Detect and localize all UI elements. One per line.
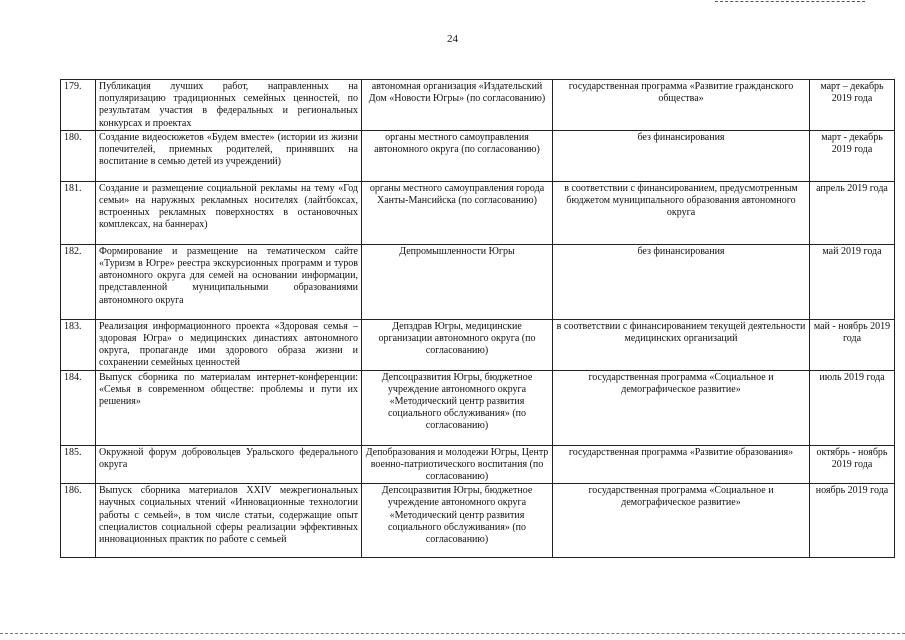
row-number: 180.	[61, 130, 96, 181]
event-cell: Окружной форум добровольцев Уральского федерального округа	[96, 445, 362, 484]
term-cell: май - ноябрь 2019 года	[810, 319, 895, 370]
table-row	[61, 181, 895, 244]
row-number: 184.	[61, 370, 96, 445]
executor-cell: органы местного самоуправления города Ханты-Мансийска (по согласованию)	[362, 181, 553, 244]
term-cell: апрель 2019 года	[810, 181, 895, 244]
financing-cell: государственная программа «Социальное и демографическое развитие»	[553, 370, 810, 445]
term-cell: май 2019 года	[810, 244, 895, 319]
event-cell: Создание видеосюжетов «Будем вместе» (истории из жизни попечителей, приемных родителей, принявших на воспитание в семью детей из учреждений)	[96, 130, 362, 181]
term-cell: июль 2019 года	[810, 370, 895, 445]
table-row	[61, 130, 895, 181]
financing-cell: без финансирования	[553, 130, 810, 181]
term-cell: март - декабрь 2019 года	[810, 130, 895, 181]
row-number: 186.	[61, 484, 96, 558]
event-cell: Выпуск сборника по материалам интернет-конференции: «Семья в современном обществе: проблемы и пути их решения»	[96, 370, 362, 445]
row-number: 183.	[61, 319, 96, 370]
executor-cell: Депздрав Югры, медицинские организации автономного округа (по согласованию)	[362, 319, 553, 370]
table-row	[61, 445, 895, 484]
financing-cell: государственная программа «Развитие гражданского общества»	[553, 80, 810, 131]
term-cell: ноябрь 2019 года	[810, 484, 895, 558]
row-number: 179.	[61, 80, 96, 131]
term-cell: октябрь - ноябрь 2019 года	[810, 445, 895, 484]
table-row	[61, 484, 895, 558]
event-cell: Создание и размещение социальной рекламы на тему «Год семьи» на наружных рекламных носителях (лайтбоксах, встроенных рекламных поверхностях в остановочных комплексах, на баннерах)	[96, 181, 362, 244]
event-cell: Реализация информационного проекта «Здоровая семья – здоровая Югра» о медицинских династиях автономного округа, пропаганде ими здорового образа жизни и сохранении семейных ценностей	[96, 319, 362, 370]
table-row	[61, 244, 895, 319]
executor-cell: автономная организация «Издательский Дом «Новости Югры» (по согласованию)	[362, 80, 553, 131]
row-number: 182.	[61, 244, 96, 319]
row-number: 185.	[61, 445, 96, 484]
event-cell: Публикация лучших работ, направленных на популяризацию традиционных семейных ценностей, по результатам участия в федеральных и региональных конкурсах и проектах	[96, 80, 362, 131]
table-row	[61, 80, 895, 131]
financing-cell: государственная программа «Социальное и демографическое развитие»	[553, 484, 810, 558]
event-cell: Выпуск сборника материалов XXIV межрегиональных научных социальных чтений «Инновационные технологии работы с семьей», в том числе статьи, содержащие опыт специалистов социальной сферы реализации эффективных инновационных практик по работе с семьей	[96, 484, 362, 558]
financing-cell: без финансирования	[553, 244, 810, 319]
executor-cell: Депромышленности Югры	[362, 244, 553, 319]
event-cell: Формирование и размещение на тематическом сайте «Туризм в Югре» реестра экскурсионных программ и туров автономного округа для семей на основании информации, представленной муниципальными образованиями автономного округа	[96, 244, 362, 319]
executor-cell: Депобразования и молодежи Югры, Центр военно-патриотического воспитания (по согласованию)	[362, 445, 553, 484]
executor-cell: Депсоцразвития Югры, бюджетное учреждение автономного округа «Методический центр развития социального обслуживания» (по согласованию)	[362, 484, 553, 558]
page-number: 24	[447, 33, 458, 45]
scan-bottom-edge	[0, 633, 905, 636]
events-table	[60, 79, 895, 558]
row-number: 181.	[61, 181, 96, 244]
scan-top-edge	[715, 1, 865, 3]
financing-cell: в соответствии с финансированием, предусмотренным бюджетом муниципального образования автономного округа	[553, 181, 810, 244]
financing-cell: в соответствии с финансированием текущей деятельности медицинских организаций	[553, 319, 810, 370]
table-row	[61, 370, 895, 445]
table-row	[61, 319, 895, 370]
financing-cell: государственная программа «Развитие образования»	[553, 445, 810, 484]
executor-cell: органы местного самоуправления автономного округа (по согласованию)	[362, 130, 553, 181]
term-cell: март – декабрь 2019 года	[810, 80, 895, 131]
executor-cell: Депсоцразвития Югры, бюджетное учреждение автономного округа «Методический центр развития социального обслуживания» (по согласованию)	[362, 370, 553, 445]
